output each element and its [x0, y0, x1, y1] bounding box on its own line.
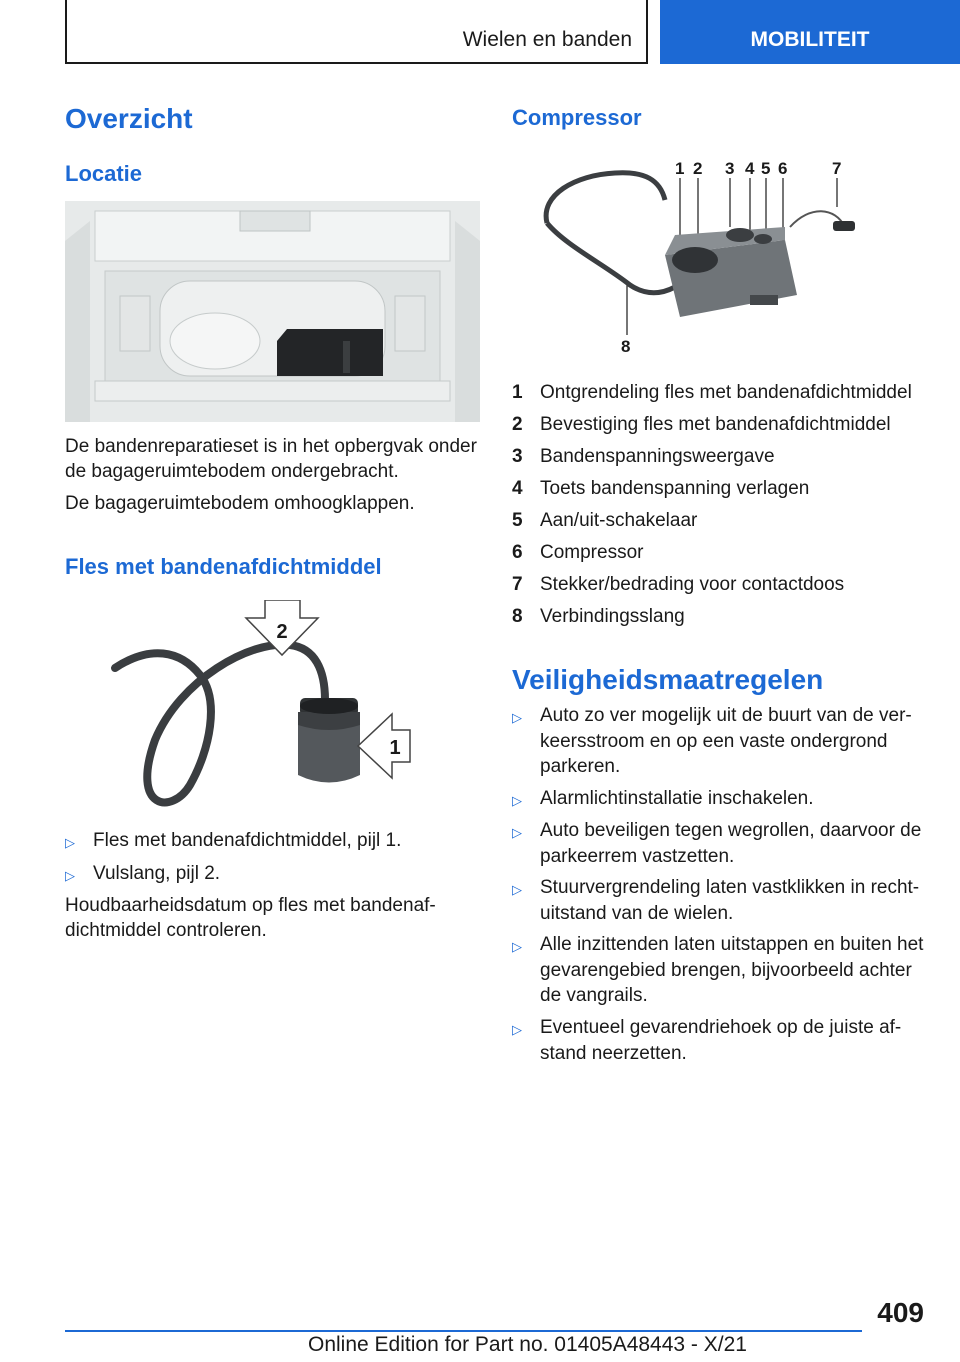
- safety-bullet-2: [512, 786, 927, 814]
- compressor-callout-4: 4: [745, 159, 755, 178]
- legend-row-1: [512, 380, 912, 405]
- bottle-bullet-1: [65, 828, 480, 856]
- trunk-image: [65, 201, 480, 422]
- legend-text: Aan/uit-schakelaar: [540, 510, 698, 531]
- bottle-note: Houdbaarheidsdatum op fles met bandenaf-dichtmiddel controleren.: [65, 895, 436, 941]
- legend-row-8: [512, 604, 685, 629]
- compressor-callout-8: 8: [621, 337, 631, 356]
- legend-text: Bevestiging fles met bandenafdichtmiddel: [540, 414, 891, 435]
- safety-bullet-text: Auto zo ver mogelijk uit de buurt van de ver-keersstroom en op een vaste ondergrond parkeren.: [540, 705, 912, 777]
- legend-text: Stekker/bedrading voor contactdoos: [540, 574, 845, 595]
- legend-number: 5: [512, 510, 523, 531]
- legend-text: Bandenspanningsweergave: [540, 446, 775, 467]
- safety-bullet-text: Auto beveiligen tegen wegrollen, daarvoor de parkeerrem vastzetten.: [540, 820, 922, 867]
- safety-bullet-text: Stuurvergrendeling laten vastklikken in recht-uitstand van de wielen.: [540, 877, 920, 924]
- legend-row-2: [512, 412, 891, 437]
- legend-row-4: [512, 476, 809, 501]
- bottle-callout-1: 1: [389, 737, 401, 759]
- safety-bullet-text: Eventueel gevarendriehoek op de juiste af-stand neerzetten.: [540, 1017, 902, 1064]
- header-section-title: Wielen en banden: [462, 28, 632, 51]
- legend-row-6: [512, 540, 643, 565]
- safety-bullet-3: [512, 818, 927, 869]
- legend-text: Verbindingsslang: [540, 606, 685, 627]
- legend-row-7: [512, 572, 844, 597]
- bottle-bullet-2: [65, 861, 480, 889]
- safety-bullet-text: Alarmlichtinstallatie inschakelen.: [540, 788, 814, 809]
- safety-heading: Veiligheidsmaatregelen: [512, 664, 824, 695]
- safety-bullet-text: Alle inzittenden laten uitstappen en buiten het gevarengebied brengen, bijvoorbeeld achter de vangrails.: [540, 934, 924, 1006]
- legend-row-5: [512, 508, 697, 533]
- safety-bullet-5: [512, 932, 927, 1009]
- footer-divider: [65, 1330, 862, 1332]
- footer-edition: Online Edition for Part no. 01405A48443 - X/21: [308, 1333, 747, 1356]
- compressor-image: [535, 155, 865, 360]
- legend-number: 6: [512, 542, 523, 563]
- compressor-callout-2: 2: [693, 159, 703, 178]
- legend-number: 4: [512, 478, 523, 499]
- compressor-callout-6: 6: [778, 159, 788, 178]
- legend-number: 8: [512, 606, 523, 627]
- legend-text: Compressor: [540, 542, 644, 563]
- bottle-image: [110, 600, 420, 815]
- triangle-bullet-icon: ▷: [512, 882, 522, 897]
- page-title: Overzicht: [65, 103, 193, 134]
- safety-bullet-1: [512, 703, 927, 780]
- legend-number: 7: [512, 574, 523, 595]
- triangle-bullet-icon: ▷: [512, 939, 522, 954]
- compressor-callout-7: 7: [832, 159, 842, 178]
- triangle-bullet-icon: ▷: [512, 1022, 522, 1037]
- safety-bullet-6: [512, 1015, 927, 1066]
- legend-number: 1: [512, 382, 523, 403]
- bottle-bullet-text: Fles met bandenafdichtmiddel, pijl 1.: [93, 830, 402, 851]
- compressor-callout-1: 1: [675, 159, 685, 178]
- bottle-callout-2: 2: [276, 621, 288, 643]
- legend-number: 3: [512, 446, 523, 467]
- location-paragraph-1: De bandenreparatieset is in het opbergvak onder de bagageruimtebodem ondergebracht.: [65, 436, 477, 482]
- compressor-callout-5: 5: [761, 159, 771, 178]
- compressor-callout-3: 3: [725, 159, 735, 178]
- triangle-bullet-icon: ▷: [512, 793, 522, 808]
- legend-number: 2: [512, 414, 523, 435]
- bottle-bullet-text: Vulslang, pijl 2.: [93, 863, 221, 884]
- compressor-heading: Compressor: [512, 105, 642, 130]
- triangle-bullet-icon: ▷: [512, 825, 522, 840]
- location-heading: Locatie: [65, 161, 143, 186]
- bottle-heading: Fles met bandenafdichtmiddel: [65, 554, 382, 579]
- location-paragraph-2: De bagageruimtebodem omhoogklappen.: [65, 493, 415, 514]
- page-number: 409: [877, 1297, 924, 1328]
- legend-row-3: [512, 444, 775, 469]
- triangle-bullet-icon: ▷: [65, 868, 75, 883]
- legend-text: Toets bandenspanning verlagen: [540, 478, 810, 499]
- triangle-bullet-icon: ▷: [512, 710, 522, 725]
- header-section-box: [65, 0, 648, 64]
- safety-bullet-4: [512, 875, 927, 926]
- header-chapter-tab: MOBILITEIT: [660, 0, 960, 64]
- legend-text: Ontgrendeling fles met bandenafdichtmiddel: [540, 382, 912, 403]
- triangle-bullet-icon: ▷: [65, 835, 75, 850]
